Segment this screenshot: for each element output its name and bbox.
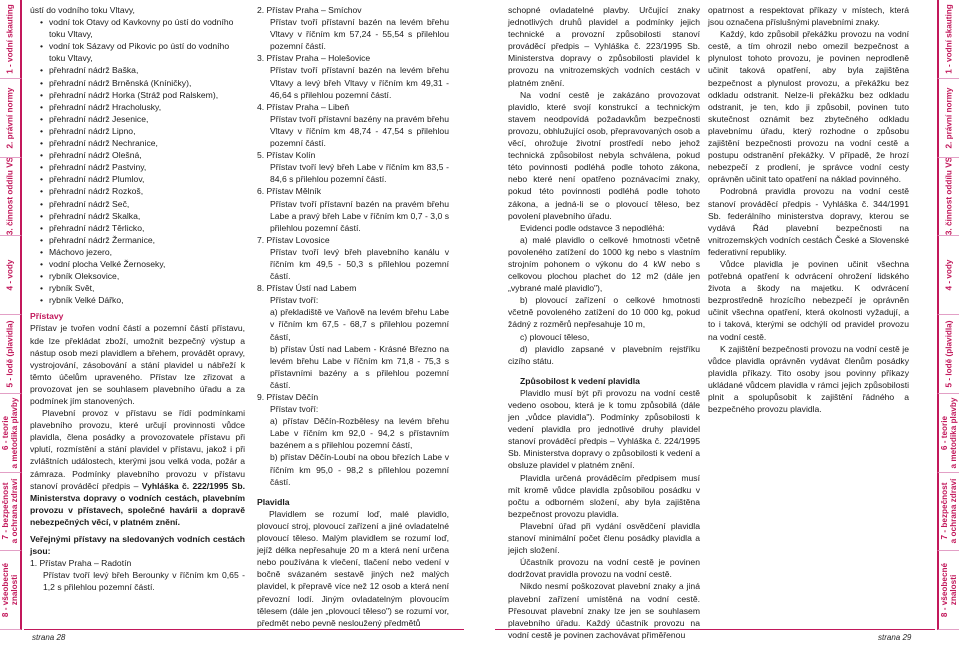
chapter-tab-8[interactable] [937, 551, 959, 630]
chapter-tab-7[interactable] [937, 473, 959, 552]
list-item: • rybník Oleksovice, [40, 270, 245, 282]
chapter-tab-label: 4 - vody [944, 259, 954, 291]
port-item-text: Přístav tvoří přístavní bazén na levém břehu Vltavy a levý břeh Vltavy v říčním km 49,31 - 46,64 s přilehlou pozemní částí. [270, 65, 449, 100]
section-heading-competence: Způsobilost k vedení plavidla [520, 375, 640, 386]
chapter-tab-label: 3. činnost oddílu VS [944, 157, 954, 236]
paragraph: Účastník provozu na vodní cestě je povinen dodržovat pravidla provozu na vodní cestě. [508, 557, 700, 580]
port-list [257, 4, 449, 282]
port-item-text: Přístav tvoří přístavní bazén na pravém břehu Labe a pravý břeh Labe v říčním km 0,7 - 3,0 s přilehlou pozemní částí. [270, 198, 449, 233]
column-3 [508, 4, 700, 641]
section-heading-ports: Přístavy [30, 311, 64, 322]
chapter-tab-label: 6 - teorie a metodika plavby [1, 397, 19, 469]
list-item: a) malé plavidlo o celkové hmotnosti včetně povoleného zatížení do 1000 kg nebo s vlastním strojním pohonem o výkonu do 4 kW nebo s celkovou plochou plachet do 12 m2 (dále jen „vybrané malé plavidlo"), [508, 234, 700, 294]
paragraph: Každý, kdo způsobil překážku provozu na vodní cestě, a tím ohrozil nebo omezil bezpečnost a plynulost tohoto provozu, je povinen neprodleně učinit taková opatření, aby byla zajištěna bezpečnost a plynulost provozu, a překážku bez odkladu odstranit. Nelze-li překážku bez odkladu odstranit, je ten, kdo ji způsobil, povinen tuto skutečnost oznámit bez zbytečného odkladu plavebnímu úřadu, který rozhodne o způsobu zajištění bezpečnosti provozu na vodní cestě a postupu odstranění překážky. V případě, že hrozí nebezpečí z prodlení, je správce vodní cesty oprávněn učinit tato opatření na náklad povinného. [708, 29, 909, 185]
list-item: c) plovoucí těleso, [520, 331, 590, 342]
port-item-text: Přístav tvoří: [270, 295, 319, 306]
list-item: • přehradní nádrž Horka (Stráž pod Ralskem), [40, 89, 245, 101]
list-item: • vodní tok Otavy od Kavkovny po ústí do vodního toku Vltavy, [40, 16, 245, 40]
list-item: • přehradní nádrž Olešná, [40, 149, 245, 161]
list-item: • přehradní nádrž Hracholusky, [40, 101, 245, 113]
intro-text: ústí do vodního toku Vltavy, [30, 5, 135, 15]
port-item-text: Přístav tvoří přístavní bazén na levém břehu Vltavy v říčním km 57,24 - 55,54 s přilehlou pozemní částí. [270, 17, 449, 52]
port-item-title: 6. Přístav Mělník [257, 186, 321, 197]
chapter-tab-7[interactable] [0, 473, 22, 552]
chapter-tab-label: 7 - bezpečnost a ochrana zdraví [940, 479, 958, 544]
paragraph: schopné ovladatelné plavby. Určující znaky jednotlivých druhů plavidel a podmínky jejich technické a provozní způsobilosti stanoví prováděcí předpis – Vyhláška č. 223/1995 Sb. Ministerstva dopravy o způsobilosti plavidel k provozu na vnitrozemských vodních cestách v platném znění. [508, 5, 700, 88]
right-chapter-tabs [937, 0, 959, 630]
paragraph: Plavidla určená prováděcím předpisem musí mít kromě vůdce plavidla způsobilou posádku v počtu a odborném složení, aby byla zajištěna bezpečnost provozu plavidla. [508, 472, 700, 519]
column-2 [257, 4, 449, 629]
list-item: • přehradní nádrž Seč, [40, 198, 245, 210]
paragraph: Přístav je tvořen vodní částí a pozemní částí přístavu, kde lze překládat zboží, umožnit bezpečný výstup a nástup osob mezi plavidlem a břehem, provádět opravy, vystrojování, zásobování a stání plavidel u nábřeží k těmto účelům upraveného. Přístav lze zřizovat a provozovat jen se souhlasem plavebního úřadu a za podmínek jím stanovených. [30, 323, 245, 406]
paragraph: Podrobná pravidla provozu na vodní cestě stanoví prováděcí předpis - Vyhláška č. 344/1991 Sb. federálního ministerstva dopravy, kterou se vydává Řád plavební bezpečnosti na vnitrozemských vodních cestách České a Slovenské federativní republiky. [708, 186, 909, 257]
port-item-text: b) přístav Ústí nad Labem - Krásné Březno na levém břehu Labe v říčním km 71,8 - 75,3 s přístavními bazény a s přilehlou pozemní částí. [270, 343, 449, 390]
list-item: d) plavidlo zapsané v plavebním rejstříku cizího státu. [508, 343, 700, 366]
port-item-text: b) přístav Děčín-Loubí na obou březích Labe v říčním km 95,0 - 98,2 s přilehlou pozemní částí. [270, 452, 449, 487]
port-item-text: Přístav tvoří levý břeh plavebního kanálu v říčním km 49,5 - 50,3 s přilehlou pozemní částí. [270, 246, 449, 282]
page-number-right: strana 29 [878, 633, 912, 642]
waterway-list-b [30, 64, 245, 306]
port-item-title: 4. Přístav Praha – Libeň [257, 101, 350, 112]
list-item: • přehradní nádrž Plumlov, [40, 173, 245, 185]
list-item: • přehradní nádrž Pastviny, [40, 161, 245, 173]
list-item: • přehradní nádrž Lipno, [40, 125, 245, 137]
chapter-tab-4[interactable] [0, 236, 22, 315]
footer-rule-left [24, 629, 464, 630]
list-item: • přehradní nádrž Skalka, [40, 210, 245, 222]
paragraph: Na vodní cestě je zakázáno provozovat plavidlo, které svojí konstrukcí a technickým stavem neodpovídá požadavkům bezpečnosti provozu, obhlužující osob, přepravovaných osob a věcí, ohrožuje životní prostředí nebo jehož technická způsobilost nebyla schválena, pokud této povinnosti podléhá podle tohoto zákona, nebo které není opatřeno poznávacími znaky, pokud této povinnosti podléhá podle tohoto zákona, a jedná-li se o plovoucí těleso, bez povolení plavebního úřadu. [508, 89, 700, 221]
port-item-title: 5. Přístav Kolín [257, 150, 316, 161]
port-item-text: Přístav tvoří přístavní bazény na pravém břehu Vltavy v říčním km 48,74 - 47,54 s přilehlou pozemní částí. [270, 113, 449, 149]
subheading-public-ports: Veřejnými přístavy na sledovaných vodních cestách jsou: [30, 534, 245, 557]
page-number-left: strana 28 [32, 633, 66, 642]
chapter-tab-label: 5 - lodě (plavidla) [5, 320, 15, 388]
chapter-tab-5[interactable] [0, 315, 22, 394]
port-item-text: Přístav tvoří: [270, 404, 319, 415]
list-item: • přehradní nádrž Brněnská (Kníničky), [40, 77, 245, 89]
list-item: • rybník Velké Dářko, [40, 294, 245, 306]
list-item: • vodní plocha Velké Žernoseky, [40, 258, 245, 270]
chapter-tab-label: 1 - vodní skauting [5, 4, 15, 74]
paragraph: Plavidlem se rozumí loď, malé plavidlo, plovoucí stroj, plovoucí zařízení a jiné ovladatelné plovoucí těleso. Malým plavidlem se rozumí loď, jejíž délka nepřesahuje 20 m a která není určena nebo používána k vlečení, tlačení nebo vedení v bočně svázaném sestavě jiných než malých plavidel, k přepravě více než 12 osob a která není převozní lodí. Jiným ovladatelným plovoucím tělesem (dále jen „plovoucí těleso") se rozumí vor, předmět nebo pevně nesloužený předmětů [257, 508, 449, 628]
paragraph: Plavidlo musí být při provozu na vodní cestě vedeno osobou, která je k tomu způsobilá (dále jen „vůdce plavidla"). Podmínky způsobilosti k vedení plavidla pro jednotlivé druhy plavidel stanoví prováděcí předpis – Vyhláška č. 224/1995 Sb. Ministerstva dopravy o způsobilosti k vedení a obsluze plavidel v platném znění. [508, 387, 700, 471]
chapter-tab-3[interactable] [937, 158, 959, 237]
port-item-text: a) přístav Děčín-Rozbělesy na levém břehu Labe v říčním km 92,0 - 94,2 s přístavním bazénem a s přilehlou pozemní částí, [270, 416, 449, 451]
chapter-tab-1[interactable] [0, 0, 22, 79]
chapter-tab-label: 2. právní normy [944, 87, 954, 149]
column-4 [708, 4, 909, 415]
port-item-title: 3. Přístav Praha – Holešovice [257, 53, 371, 64]
chapter-tab-label: 6 - teorie a metodika plavby [940, 397, 958, 469]
paragraph: Vůdce plavidla je povinen učinit všechna potřebná opatření k odvrácení ohrožení lidského života a škody na majetku. K odvrácení bezprostředně hrozícího nebezpečí je oprávněn učinit všechna opatření, která okolnosti vyžadují, a to i taková, kterými se odchýlí od pravidel provozu na vodní cestě. [708, 258, 909, 342]
chapter-tab-1[interactable] [937, 0, 959, 79]
list-item: • přehradní nádrž Rozkoš, [40, 185, 245, 197]
list-item: • přehradní nádrž Těrlicko, [40, 222, 245, 234]
chapter-tab-label: 2. právní normy [5, 87, 15, 149]
left-chapter-tabs [0, 0, 22, 630]
chapter-tab-6[interactable] [0, 394, 22, 473]
waterway-list-a [30, 16, 245, 64]
list-item: • přehradní nádrž Žermanice, [40, 234, 245, 246]
port-item-title: 7. Přístav Lovosice [257, 234, 330, 245]
chapter-tab-label: 7 - bezpečnost a ochrana zdraví [1, 479, 19, 544]
port-item-title: 8. Přístav Ústí nad Labem [257, 283, 357, 294]
chapter-tab-label: 8 - všeobecné znalosti [940, 563, 958, 618]
chapter-tab-2[interactable] [0, 79, 22, 158]
paragraph: Plavební úřad při vydání osvědčení plavidla stanoví minimální počet členu posádky plavidla a jejich složení. [508, 520, 700, 556]
chapter-tab-label: 5 - lodě (plavidla) [944, 320, 954, 388]
list-item: • přehradní nádrž Nechranice, [40, 137, 245, 149]
exemption-list [508, 234, 700, 367]
port-item-text: Přístav tvoří levý břeh Berounky v říčním km 0,65 - 1,2 s přilehlou pozemní částí. [43, 570, 245, 593]
paragraph: K zajištění bezpečnosti provozu na vodní cestě je vůdce plavidla oprávněn vydávat členům posádky plavidla příkazy. Tito osoby jsou povinny příkazy ukládané vůdcem plavidla v rámci jejich způsobilosti plnit a spolupůsobit k zajištění řádného a bezpečného provozu plavidla. [708, 343, 909, 415]
section-heading-vessels: Plavidla [257, 496, 290, 507]
chapter-tab-8[interactable] [0, 551, 22, 630]
chapter-tab-label: 8 - všeobecné znalosti [1, 563, 19, 618]
list-item: b) plovoucí zařízení o celkové hmotnosti včetně povoleného zatížení do 10 000 kg, pokud žádný z rozměrů nepřesahuje 10 m, [508, 295, 700, 330]
paragraph: Plavební provoz v přístavu se řídí podmínkami plavebního provozu, které určují provinnosti vůdce plavidla, člena posádky a provozovatele přístavu při vplutí, rozmístění a stání plavidel v přístavu, jakož i při zvláštních událostech, kterými jsou velká voda, požár a zámraza. Podmínky plavebního provozu v přístavu stanoví prováděcí předpis – Vyhláška č. 222/1995 Sb. Ministerstva dopravy o vodních cestách, plavebním provozu v přístavech, společné havárii a dopravě nebezpečných věcí, v platném znění. [30, 408, 245, 527]
list-item: • rybník Svět, [40, 282, 245, 294]
port-item-title: 9. Přístav Děčín [257, 392, 319, 402]
chapter-tab-label: 3. činnost oddílu VS [5, 157, 15, 236]
port-item-text: a) překladiště ve Vaňově na levém břehu Labe v říčním km 67,5 - 68,7 s přilehlou pozemní částí, [270, 307, 449, 342]
chapter-tab-6[interactable] [937, 394, 959, 473]
chapter-tab-5[interactable] [937, 315, 959, 394]
list-item: • Máchovo jezero, [40, 246, 245, 258]
port-item-title: 1. Přístav Praha – Radotín [30, 558, 132, 569]
chapter-tab-label: 4 - vody [5, 259, 15, 291]
chapter-tab-4[interactable] [937, 236, 959, 315]
paragraph: Nikdo nesmí poškozovat plavební znaky a jiná plavební zařízení umístěná na vodní cestě. Přesouvat plavební znaky lze jen se souhlasem plavebního úřadu. Každý účastník provozu na vodní cestě je povinen zachovávat přiměřenou [508, 581, 700, 640]
paragraph: opatrnost a respektovat příkazy v místech, která jsou označena příslušnými plavebními znaky. [708, 5, 909, 28]
footer-rule-right [495, 629, 935, 630]
list-item: • vodní tok Sázavy od Pikovic po ústí do vodního toku Vltavy, [40, 40, 245, 64]
chapter-tab-3[interactable] [0, 158, 22, 237]
chapter-tab-label: 1 - vodní skauting [944, 4, 954, 74]
chapter-tab-2[interactable] [937, 79, 959, 158]
paragraph: Evidenci podle odstavce 3 nepodléhá: [520, 222, 665, 233]
list-item: • přehradní nádrž Jesenice, [40, 113, 245, 125]
list-item: • přehradní nádrž Baška, [40, 64, 245, 76]
port-item-text: Přístav tvoří levý břeh Labe v říčním km 83,5 - 84,6 s přilehlou pozemní částí. [270, 162, 449, 185]
column-1 [30, 4, 245, 594]
port-item-title: 2. Přístav Praha – Smíchov [257, 5, 362, 15]
